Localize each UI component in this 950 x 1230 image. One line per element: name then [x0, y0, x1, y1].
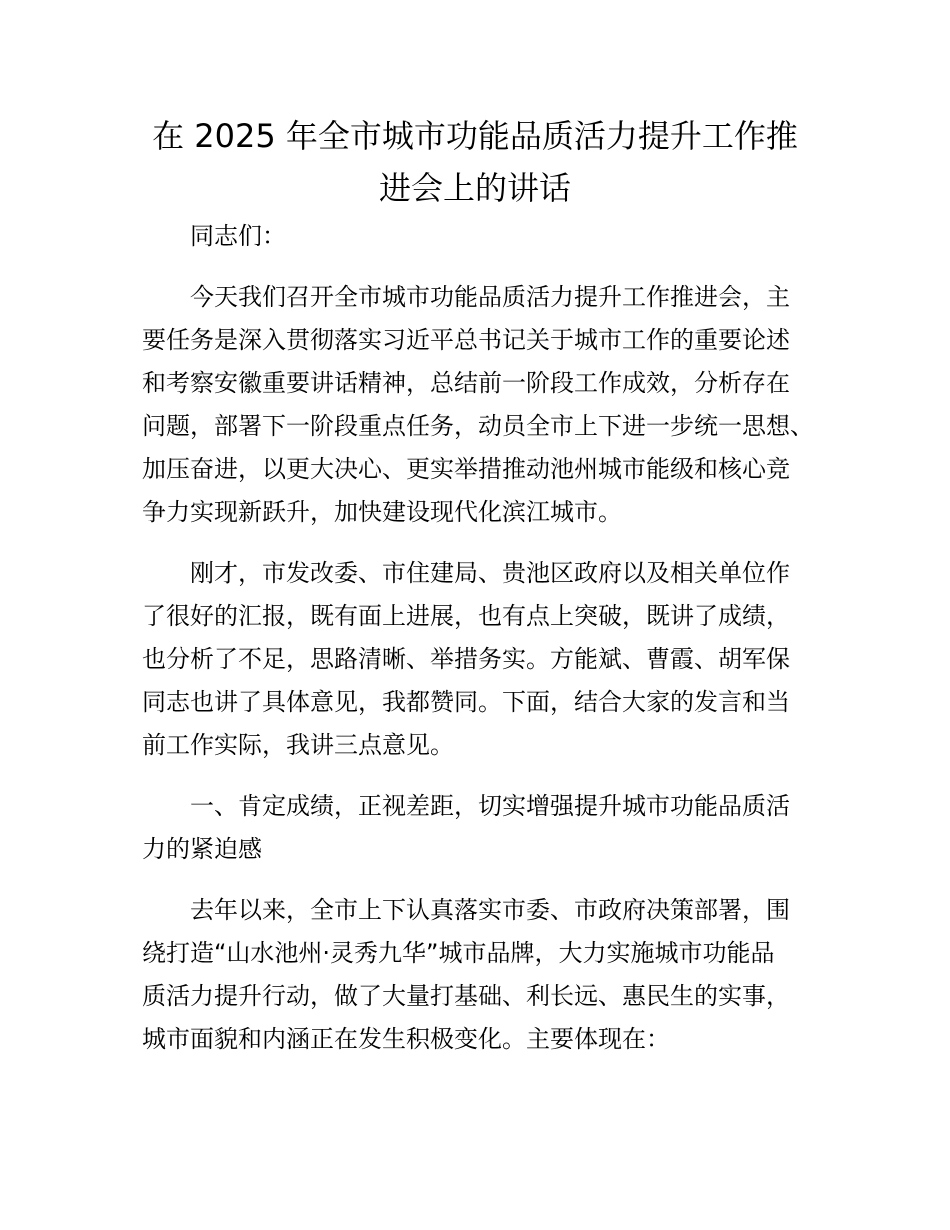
paragraph-1: [142, 276, 814, 534]
paragraph-1-line-2: 要任务是深入贯彻落实习近平总书记关于城市工作的重要论述: [142, 326, 790, 354]
greeting: 同志们：: [190, 222, 286, 250]
paragraph-3-line-3: 质活力提升行动，做了大量打基础、利长远、惠民生的实事，: [142, 982, 790, 1010]
section-heading-1-line-1: 一、肯定成绩，正视差距，切实增强提升城市功能品质活: [190, 792, 790, 820]
section-heading-1-line-2: 力的紧迫感: [142, 835, 262, 863]
page-title: [140, 110, 810, 214]
paragraph-2-line-3: 也分析了不足，思路清晰、举措务实。方能斌、曹霞、胡军保: [142, 645, 790, 673]
paragraph-2-line-5: 前工作实际，我讲三点意见。: [142, 731, 454, 759]
paragraph-2: [142, 552, 808, 767]
paragraph-1-line-5: 加压奋进，以更大决心、更实举措推动池州城市能级和核心竞: [142, 455, 790, 483]
title-line-2: 进会上的讲话: [378, 169, 571, 207]
paragraph-2-line-2: 了很好的汇报，既有面上进展，也有点上突破，既讲了成绩，: [142, 602, 790, 630]
paragraph-1-line-4: 问题，部署下一阶段重点任务，动员全市上下进一步统一思想、: [142, 412, 814, 440]
paragraph-1-line-6: 争力实现新跃升，加快建设现代化滨江城市。: [142, 498, 622, 526]
paragraph-3: [142, 889, 808, 1061]
paragraph-1-line-3: 和考察安徽重要讲话精神，总结前一阶段工作成效，分析存在: [142, 369, 790, 397]
paragraph-3-line-4: 城市面貌和内涵正在发生积极变化。主要体现在：: [142, 1025, 670, 1053]
document-body: [142, 215, 814, 1079]
title-line-1: 在 2025 年全市城市功能品质活力提升工作推: [152, 117, 798, 155]
paragraph-1-line-1: 今天我们召开全市城市功能品质活力提升工作推进会，主: [190, 283, 790, 311]
paragraph-3-line-1: 去年以来，全市上下认真落实市委、市政府决策部署，围: [190, 896, 790, 924]
paragraph-3-line-2: 绕打造“山水池州·灵秀九华”城市品牌，大力实施城市功能品: [142, 939, 775, 967]
paragraph-2-line-4: 同志也讲了具体意见，我都赞同。下面，结合大家的发言和当: [142, 688, 790, 716]
paragraph-2-line-1: 刚才，市发改委、市住建局、贵池区政府以及相关单位作: [190, 559, 790, 587]
section-heading-1: [142, 785, 808, 871]
